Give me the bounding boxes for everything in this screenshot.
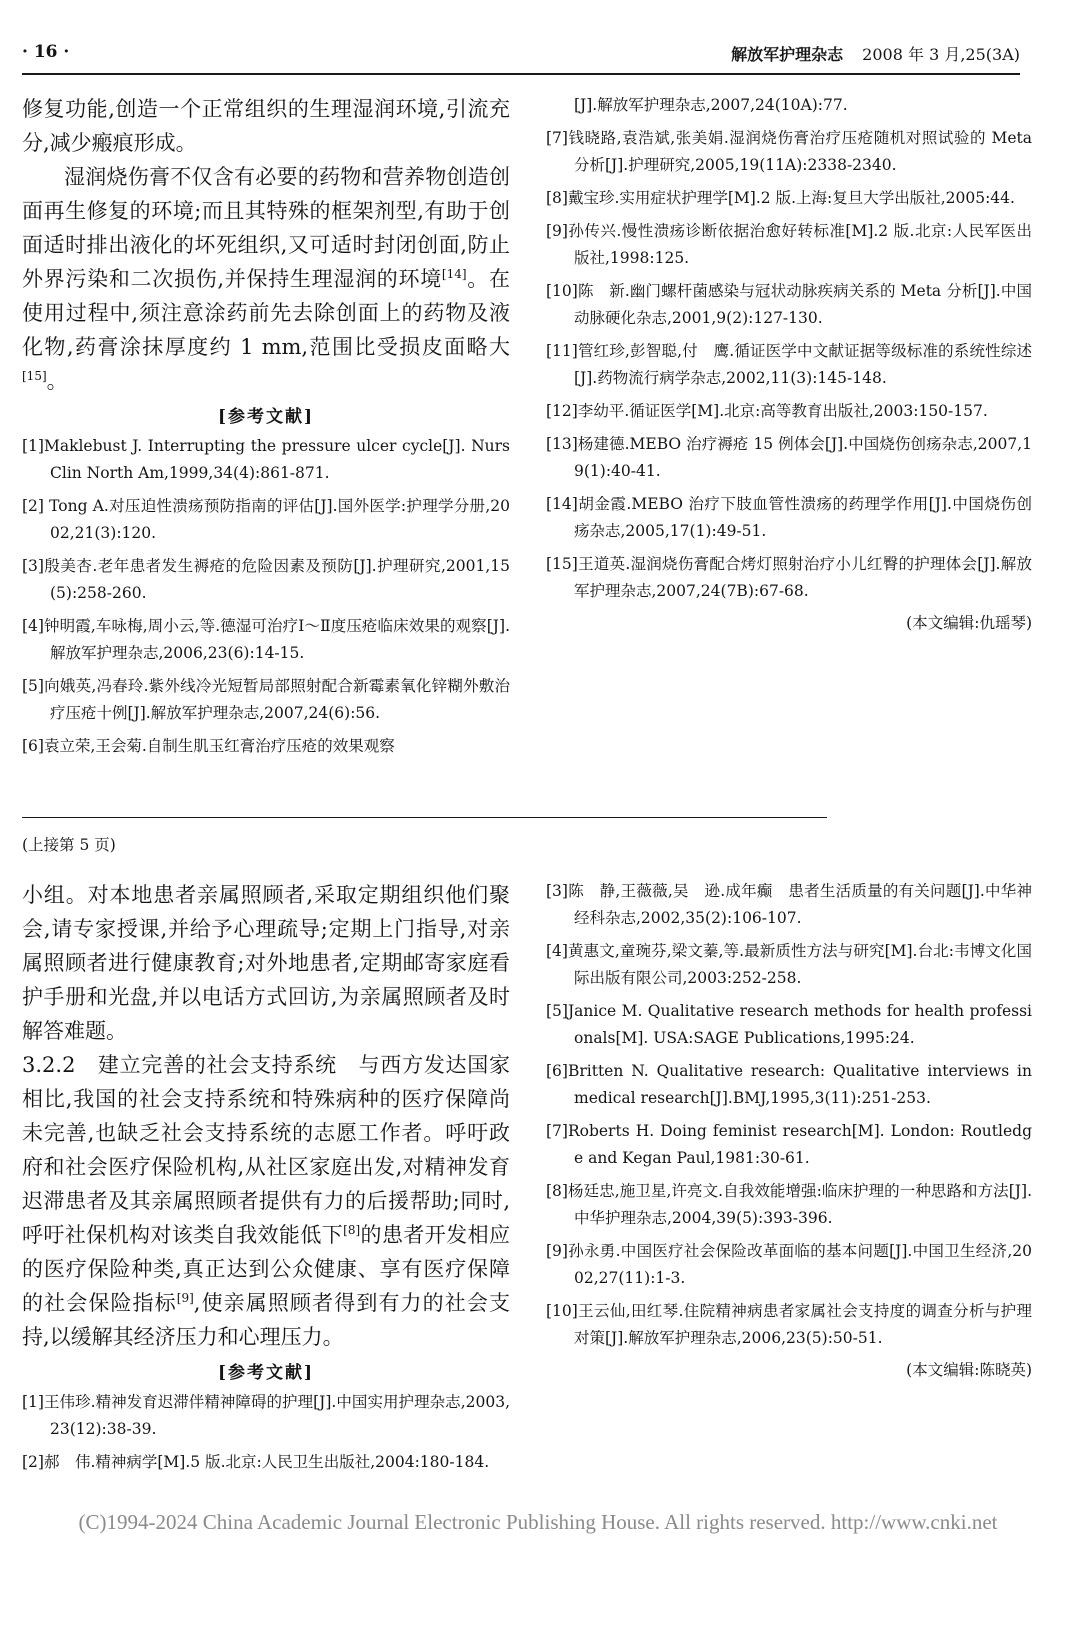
reference-item: [1]Maklebust J. Interrupting the pressure ulcer cycle[J]. Nurs Clin North Am,1999,34(4):861-871. — [22, 437, 510, 482]
reference-item: [10]王云仙,田红琴.住院精神病患者家属社会支持度的调查分析与护理对策[J].解放军护理杂志,2006,23(5):50-51. — [546, 1302, 1032, 1347]
reference-item: [5]Janice M. Qualitative research methods for health professionals[M]. USA:SAGE Publications,1995:24. — [546, 1002, 1032, 1047]
references-title: [参考文献] — [217, 1363, 315, 1383]
reference-item: [14]胡金霞.MEBO 治疗下肢血管性溃疡的药理学作用[J].中国烧伤创疡杂志,2005,17(1):49-51. — [546, 495, 1032, 540]
reference-item: [4]钟明霞,车咏梅,周小云,等.德湿可治疗Ⅰ～Ⅱ度压疮临床效果的观察[J].解放军护理杂志,2006,23(6):14-15. — [22, 617, 510, 662]
article1-right-column — [546, 92, 1032, 633]
reference-item: [8]戴宝珍.实用症状护理学[M].2 版.上海:复旦大学出版社,2005:44. — [546, 189, 1015, 207]
reference-item: [6]Britten N. Qualitative research: Qualitative interviews in medical research[J].BMJ,1995,3(11):251-253. — [546, 1062, 1032, 1107]
reference-item: [7]Roberts H. Doing feminist research[M]. London: Routledge and Kegan Paul,1981:30-61. — [546, 1122, 1032, 1167]
article1-left-column — [22, 92, 510, 766]
reference-item: [10]陈 新.幽门螺杆菌感染与冠状动脉疾病关系的 Meta 分析[J].中国动脉硬化杂志,2001,9(2):127-130. — [546, 282, 1032, 327]
reference-item: [2] Tong A.对压迫性溃疡预防指南的评估[J].国外医学:护理学分册,2002,21(3):120. — [22, 497, 510, 542]
citation: [15] — [22, 369, 47, 383]
body-paragraph: 修复功能,创造一个正常组织的生理湿润环境,引流充分,减少瘢痕形成。 — [22, 97, 510, 155]
reference-item: [5]向娥英,冯春玲.紫外线冷光短暂局部照射配合新霉素氧化锌糊外敷治疗压疮十例[J].解放军护理杂志,2007,24(6):56. — [22, 677, 510, 722]
reference-item: [2]郝 伟.精神病学[M].5 版.北京:人民卫生出版社,2004:180-184. — [22, 1453, 490, 1471]
reference-item: [15]王道英.湿润烧伤膏配合烤灯照射治疗小儿红臀的护理体会[J].解放军护理杂志,2007,24(7B):67-68. — [546, 555, 1032, 600]
reference-item: [11]管红珍,彭智聪,付 鹰.循证医学中文献证据等级标准的系统性综述[J].药物流行病学杂志,2002,11(3):145-148. — [546, 342, 1032, 387]
reference-item: [1]王伟珍.精神发育迟滞伴精神障碍的护理[J].中国实用护理杂志,2003,23(12):38-39. — [22, 1393, 510, 1438]
reference-item: [12]李幼平.循证医学[M].北京:高等教育出版社,2003:150-157. — [546, 402, 988, 420]
reference-continuation: [J].解放军护理杂志,2007,24(10A):77. — [574, 96, 848, 114]
reference-item: [4]黄惠文,童琬芬,梁文蓁,等.最新质性方法与研究[M].台北:韦博文化国际出版有限公司,2003:252-258. — [546, 942, 1032, 987]
paragraph-text: 湿润烧伤膏不仅含有必要的药物和营养物创造创面再生修复的环境;而且其特殊的框架剂型,有助于创面适时排出液化的坏死组织,又可适时封闭创面,防止外界污染和二次损伤,并保持生理湿润的环境 — [22, 165, 510, 291]
reference-item: [6]袁立荣,王会菊.自制生肌玉红膏治疗压疮的效果观察 — [22, 737, 395, 755]
continued-from-label: (上接第 5 页) — [22, 836, 116, 854]
reference-item: [9]孙永勇.中国医疗社会保险改革面临的基本问题[J].中国卫生经济,2002,27(11):1-3. — [546, 1242, 1032, 1287]
paragraph-text: 的患者开发相应的医疗保险种类,真正达到公众健康、享有医疗保障的社会保险指标 — [22, 1223, 511, 1315]
reference-item: [9]孙传兴.慢性溃疡诊断依据治愈好转标准[M].2 版.北京:人民军医出版社,1998:125. — [546, 222, 1032, 267]
running-header — [731, 42, 1020, 65]
paragraph-text: ,使亲属照顾者得到有力的社会支持,以缓解其经济压力和心理压力。 — [22, 1291, 510, 1349]
paragraph-text: 。 — [46, 369, 68, 393]
reference-item: [3]殷美杏.老年患者发生褥疮的危险因素及预防[J].护理研究,2001,15(5):258-260. — [22, 557, 510, 602]
copyright-footer: (C)1994-2024 China Academic Journal Electronic Publishing House. All rights reserved. http://www.cnki.net — [78, 1510, 998, 1534]
issue-info: 2008 年 3 月,25(3A) — [862, 45, 1020, 64]
reference-item: [3]陈 静,王薇薇,吴 逊.成年癫 患者生活质量的有关问题[J].中华神经科杂志,2002,35(2):106-107. — [546, 882, 1032, 927]
journal-name: 解放军护理杂志 — [731, 45, 844, 64]
reference-item: [8]杨廷忠,施卫星,许亮文.自我效能增强:临床护理的一种思路和方法[J].中华护理杂志,2004,39(5):393-396. — [546, 1182, 1032, 1227]
article2-right-column — [546, 878, 1032, 1380]
body-paragraph — [22, 160, 510, 398]
paragraph-text: 。在使用过程中,须注意涂药前先去除创面上的药物及液化物,药膏涂抹厚度约 1 mm,范围比受损皮面略大 — [22, 267, 510, 359]
paragraph-text: 与西方发达国家相比,我国的社会支持系统和特殊病种的医疗保障尚未完善,也缺乏社会支持系统的志愿工作者。呼吁政府和社会医疗保险机构,从社区家庭出发,对精神发育迟滞患者及其亲属照顾者提供有力的后援帮助;同时,呼吁社保机构对该类自我效能低下 — [22, 1053, 511, 1247]
body-paragraph — [22, 1048, 510, 1354]
reference-item: [13]杨建德.MEBO 治疗褥疮 15 例体会[J].中国烧伤创疡杂志,2007,19(1):40-41. — [546, 435, 1032, 480]
citation: [8] — [343, 1223, 361, 1237]
editor-credit: (本文编辑:陈晓英) — [906, 1361, 1032, 1379]
citation: [14] — [441, 267, 467, 281]
header-rule — [22, 73, 1020, 75]
reference-item: [7]钱晓路,袁浩斌,张美娟.湿润烧伤膏治疗压疮随机对照试验的 Meta 分析[J].护理研究,2005,19(11A):2338-2340. — [546, 129, 1032, 174]
editor-credit: (本文编辑:仇瑶琴) — [906, 614, 1032, 632]
section-heading: 3.2.2 建立完善的社会支持系统 — [22, 1053, 337, 1077]
references-title: [参考文献] — [217, 407, 315, 427]
article-divider — [22, 817, 827, 818]
page-number: · 16 · — [22, 42, 70, 62]
article2-left-column — [22, 878, 510, 1482]
body-paragraph: 小组。对本地患者亲属照顾者,采取定期组织他们聚会,请专家授课,并给予心理疏导;定期上门指导,对亲属照顾者进行健康教育;对外地患者,定期邮寄家庭看护手册和光盘,并以电话方式回访,为亲属照顾者及时解答难题。 — [22, 883, 510, 1043]
citation: [9] — [176, 1291, 194, 1305]
